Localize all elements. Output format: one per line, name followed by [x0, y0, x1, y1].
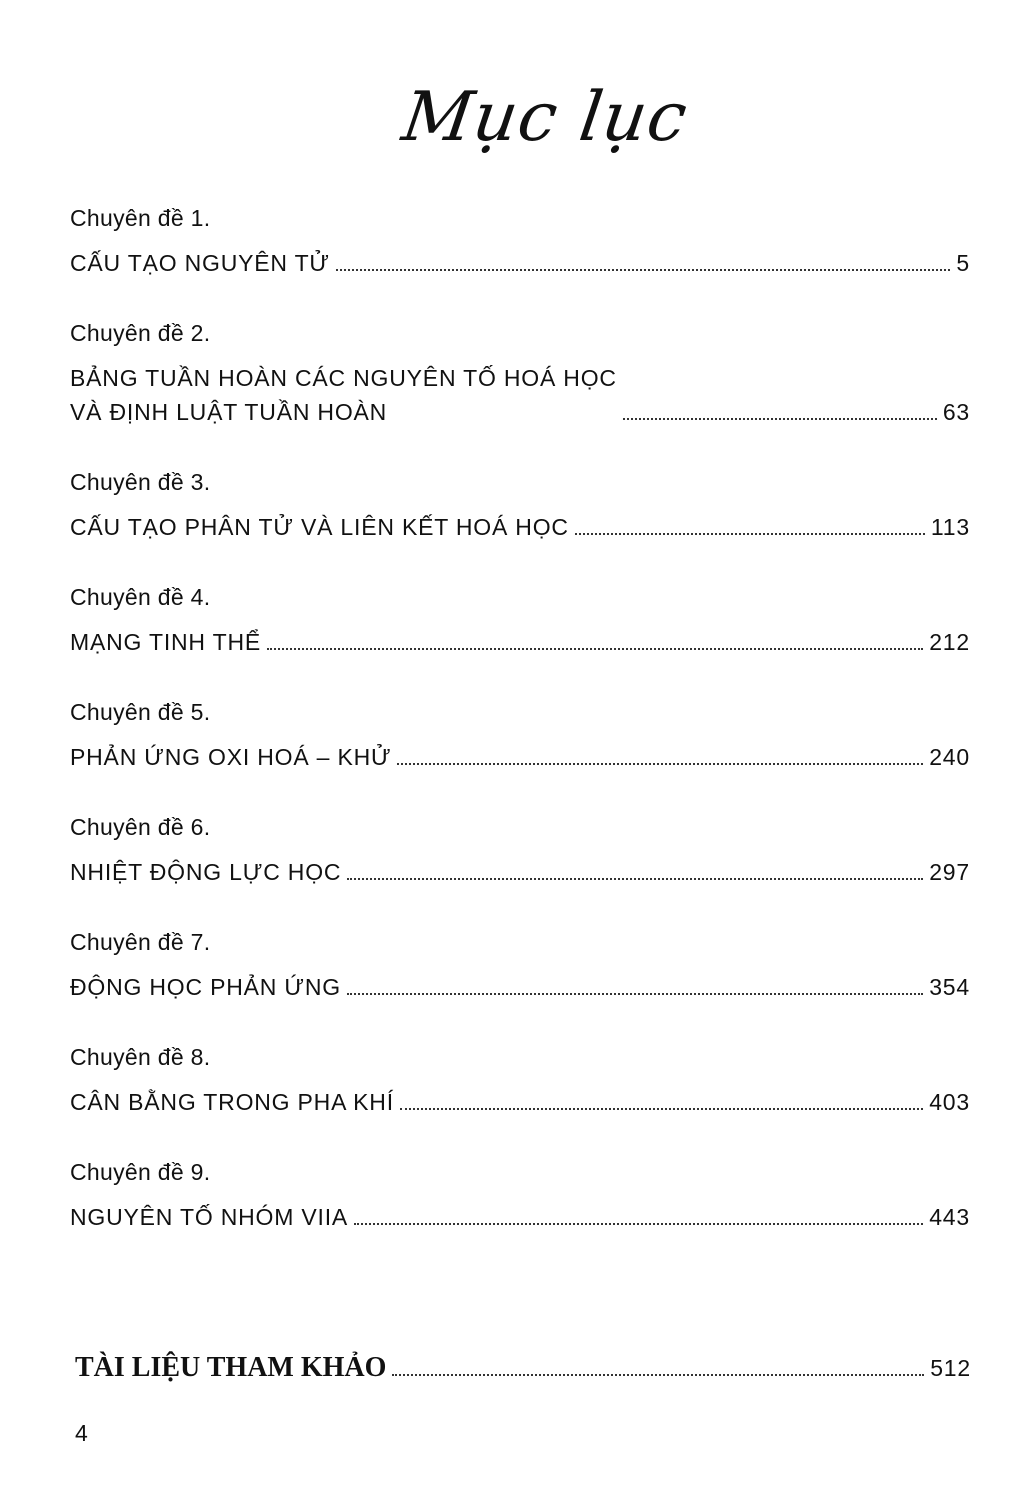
dot-leader [354, 1223, 923, 1225]
chapter-label: Chuyên đề 6. [70, 814, 211, 840]
dot-leader [400, 1108, 923, 1110]
chapter-title: CẤU TẠO NGUYÊN TỬ [70, 250, 330, 276]
chapter-title: ĐỘNG HỌC PHẢN ỨNG [70, 974, 341, 1000]
toc-entry[interactable] [70, 970, 970, 1004]
toc-entry[interactable] [70, 361, 970, 429]
chapter-page: 113 [930, 514, 970, 540]
dot-leader [347, 878, 923, 880]
chapter-title: PHẢN ỨNG OXI HOÁ – KHỬ [70, 744, 392, 770]
dot-leader [267, 648, 923, 650]
toc-entry[interactable] [70, 855, 970, 889]
toc-entry[interactable] [70, 1085, 970, 1119]
chapter-page: 5 [956, 250, 970, 276]
toc-entry[interactable] [70, 510, 970, 544]
chapter-page: 240 [929, 744, 970, 770]
toc-chapter-9 [70, 1152, 970, 1234]
toc-chapter-3 [70, 462, 970, 544]
chapter-label: Chuyên đề 7. [70, 929, 211, 955]
dot-leader [397, 763, 923, 765]
chapter-title: MẠNG TINH THỂ [70, 629, 262, 655]
page-number: 4 [75, 1420, 88, 1446]
chapter-label: Chuyên đề 8. [70, 1044, 211, 1070]
toc-chapter-7 [70, 922, 970, 1004]
chapter-page: 354 [929, 974, 970, 1000]
page-title: Mục lục [397, 78, 693, 157]
toc-entry[interactable] [70, 740, 970, 774]
toc-entry[interactable] [70, 246, 970, 280]
chapter-label: Chuyên đề 9. [70, 1159, 211, 1185]
toc-chapter-1 [70, 198, 970, 280]
chapter-title: NGUYÊN TỐ NHÓM VIIA [70, 1204, 349, 1230]
toc-chapter-8 [70, 1037, 970, 1119]
table-of-contents [70, 198, 970, 1267]
chapter-label: Chuyên đề 3. [70, 469, 211, 495]
dot-leader [575, 533, 925, 535]
chapter-label: Chuyên đề 5. [70, 699, 211, 725]
toc-entry[interactable] [70, 625, 970, 659]
chapter-page: 297 [929, 859, 970, 885]
dot-leader [623, 418, 937, 420]
chapter-page: 403 [929, 1089, 970, 1115]
chapter-label: Chuyên đề 2. [70, 320, 211, 346]
dot-leader [336, 269, 951, 271]
toc-chapter-4 [70, 577, 970, 659]
chapter-page: 443 [929, 1204, 970, 1230]
toc-entry[interactable] [70, 1200, 970, 1234]
dot-leader [347, 993, 923, 995]
chapter-label: Chuyên đề 1. [70, 205, 211, 231]
references-page: 512 [930, 1355, 971, 1381]
toc-chapter-6 [70, 807, 970, 889]
dot-leader [392, 1374, 924, 1376]
references-title: TÀI LIỆU THAM KHẢO [75, 1352, 387, 1383]
chapter-page: 63 [942, 399, 970, 425]
chapter-label: Chuyên đề 4. [70, 584, 211, 610]
chapter-title: CẤU TẠO PHÂN TỬ VÀ LIÊN KẾT HOÁ HỌC [70, 514, 569, 540]
chapter-title: NHIỆT ĐỘNG LỰC HỌC [70, 859, 342, 885]
toc-references[interactable] [75, 1350, 971, 1386]
chapter-title: BẢNG TUẦN HOÀN CÁC NGUYÊN TỐ HOÁ HỌC VÀ ĐỊNH LUẬT TUẦN HOÀN [70, 365, 617, 425]
toc-chapter-5 [70, 692, 970, 774]
chapter-title: CÂN BẰNG TRONG PHA KHÍ [70, 1089, 394, 1115]
toc-chapter-2 [70, 313, 970, 429]
chapter-page: 212 [929, 629, 970, 655]
